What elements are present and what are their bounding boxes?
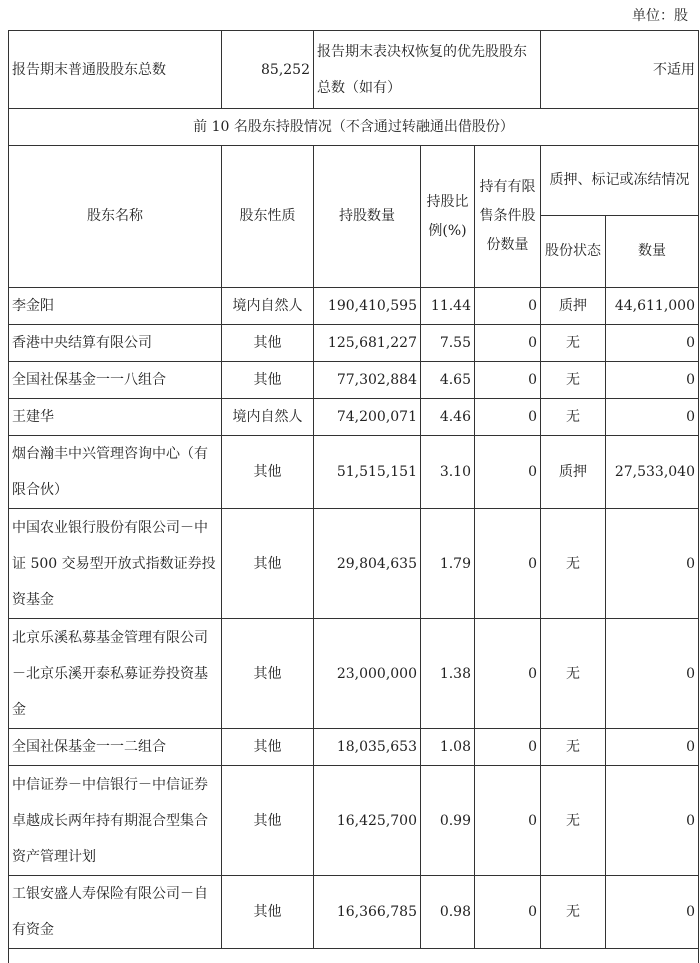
cell-ratio: 4.65 [421, 362, 475, 399]
section-title: 前 10 名股东持股情况（不含通过转融通出借股份） [9, 109, 699, 146]
cell-shares: 16,425,700 [314, 766, 421, 876]
header-nature: 股东性质 [222, 146, 314, 288]
cell-shares: 51,515,151 [314, 436, 421, 509]
cell-status: 无 [541, 766, 606, 876]
cell-name: 全国社保基金一一八组合 [9, 362, 222, 399]
cell-restricted: 0 [475, 399, 541, 436]
cell-status: 质押 [541, 288, 606, 325]
cell-restricted: 0 [475, 325, 541, 362]
cell-name: 香港中央结算有限公司 [9, 325, 222, 362]
cell-name: 中国农业银行股份有限公司－中证 500 交易型开放式指数证券投资基金 [9, 509, 222, 619]
cell-shares: 74,200,071 [314, 399, 421, 436]
cell-nature: 其他 [222, 876, 314, 949]
cell-nature: 境内自然人 [222, 288, 314, 325]
cell-ratio: 4.46 [421, 399, 475, 436]
cell-status: 无 [541, 325, 606, 362]
cell-restricted: 0 [475, 876, 541, 949]
cell-qty: 0 [606, 766, 699, 876]
header-name: 股东名称 [9, 146, 222, 288]
total-holders-value: 85,252 [222, 31, 314, 109]
cell-restricted: 0 [475, 288, 541, 325]
cell-qty: 44,611,000 [606, 288, 699, 325]
cell-qty: 0 [606, 509, 699, 619]
cell-ratio: 0.98 [421, 876, 475, 949]
cell-shares: 18,035,653 [314, 729, 421, 766]
cell-nature: 其他 [222, 509, 314, 619]
table-row [9, 436, 699, 509]
table-row [9, 876, 699, 949]
cell-nature: 其他 [222, 362, 314, 399]
cell-shares: 16,366,785 [314, 876, 421, 949]
table-row [9, 399, 699, 436]
cell-shares: 29,804,635 [314, 509, 421, 619]
header-pledge-group: 质押、标记或冻结情况 [541, 146, 699, 216]
cell-shares: 125,681,227 [314, 325, 421, 362]
preferred-holders-label: 报告期末表决权恢复的优先股股东总数（如有） [314, 31, 541, 109]
cell-shares: 190,410,595 [314, 288, 421, 325]
cell-name: 北京乐溪私募基金管理有限公司－北京乐溪开泰私募证券投资基金 [9, 619, 222, 729]
cell-restricted: 0 [475, 509, 541, 619]
cell-status: 无 [541, 509, 606, 619]
table-row [9, 619, 699, 729]
cell-qty: 0 [606, 729, 699, 766]
cell-name: 全国社保基金一一二组合 [9, 729, 222, 766]
cell-restricted: 0 [475, 766, 541, 876]
header-shares: 持股数量 [314, 146, 421, 288]
table-tail [9, 949, 699, 963]
cell-nature: 其他 [222, 766, 314, 876]
cell-status: 无 [541, 399, 606, 436]
cell-name: 烟台瀚丰中兴管理咨询中心（有限合伙） [9, 436, 222, 509]
cell-qty: 0 [606, 399, 699, 436]
header-restricted: 持有有限售条件股份数量 [475, 146, 541, 288]
total-holders-label: 报告期末普通股股东总数 [9, 31, 222, 109]
cell-restricted: 0 [475, 362, 541, 399]
cell-ratio: 1.38 [421, 619, 475, 729]
header-row [9, 146, 699, 216]
cell-qty: 0 [606, 325, 699, 362]
cell-ratio: 0.99 [421, 766, 475, 876]
header-status: 股份状态 [541, 216, 606, 288]
header-qty: 数量 [606, 216, 699, 288]
cell-ratio: 1.08 [421, 729, 475, 766]
table-tail-row [9, 949, 699, 963]
cell-restricted: 0 [475, 729, 541, 766]
cell-nature: 其他 [222, 436, 314, 509]
cell-qty: 27,533,040 [606, 436, 699, 509]
cell-name: 李金阳 [9, 288, 222, 325]
cell-restricted: 0 [475, 619, 541, 729]
cell-status: 无 [541, 619, 606, 729]
header-ratio: 持股比例(%) [421, 146, 475, 288]
table-row [9, 509, 699, 619]
cell-nature: 境内自然人 [222, 399, 314, 436]
table-row [9, 325, 699, 362]
cell-ratio: 3.10 [421, 436, 475, 509]
cell-nature: 其他 [222, 325, 314, 362]
cell-name: 中信证券－中信银行－中信证券卓越成长两年持有期混合型集合资产管理计划 [9, 766, 222, 876]
cell-qty: 0 [606, 876, 699, 949]
cell-ratio: 1.79 [421, 509, 475, 619]
cell-nature: 其他 [222, 729, 314, 766]
cell-qty: 0 [606, 619, 699, 729]
summary-row [9, 31, 699, 109]
table-row [9, 362, 699, 399]
cell-status: 无 [541, 876, 606, 949]
table-row [9, 288, 699, 325]
cell-restricted: 0 [475, 436, 541, 509]
unit-label: 单位：股 [632, 8, 688, 24]
cell-name: 王建华 [9, 399, 222, 436]
preferred-holders-value: 不适用 [541, 31, 699, 109]
cell-nature: 其他 [222, 619, 314, 729]
table-row [9, 729, 699, 766]
cell-ratio: 11.44 [421, 288, 475, 325]
cell-shares: 77,302,884 [314, 362, 421, 399]
cell-ratio: 7.55 [421, 325, 475, 362]
cell-status: 无 [541, 362, 606, 399]
cell-name: 工银安盛人寿保险有限公司－自有资金 [9, 876, 222, 949]
cell-shares: 23,000,000 [314, 619, 421, 729]
table-row [9, 766, 699, 876]
cell-status: 质押 [541, 436, 606, 509]
shareholder-table [8, 30, 699, 963]
cell-qty: 0 [606, 362, 699, 399]
cell-status: 无 [541, 729, 606, 766]
section-title-row [9, 109, 699, 146]
